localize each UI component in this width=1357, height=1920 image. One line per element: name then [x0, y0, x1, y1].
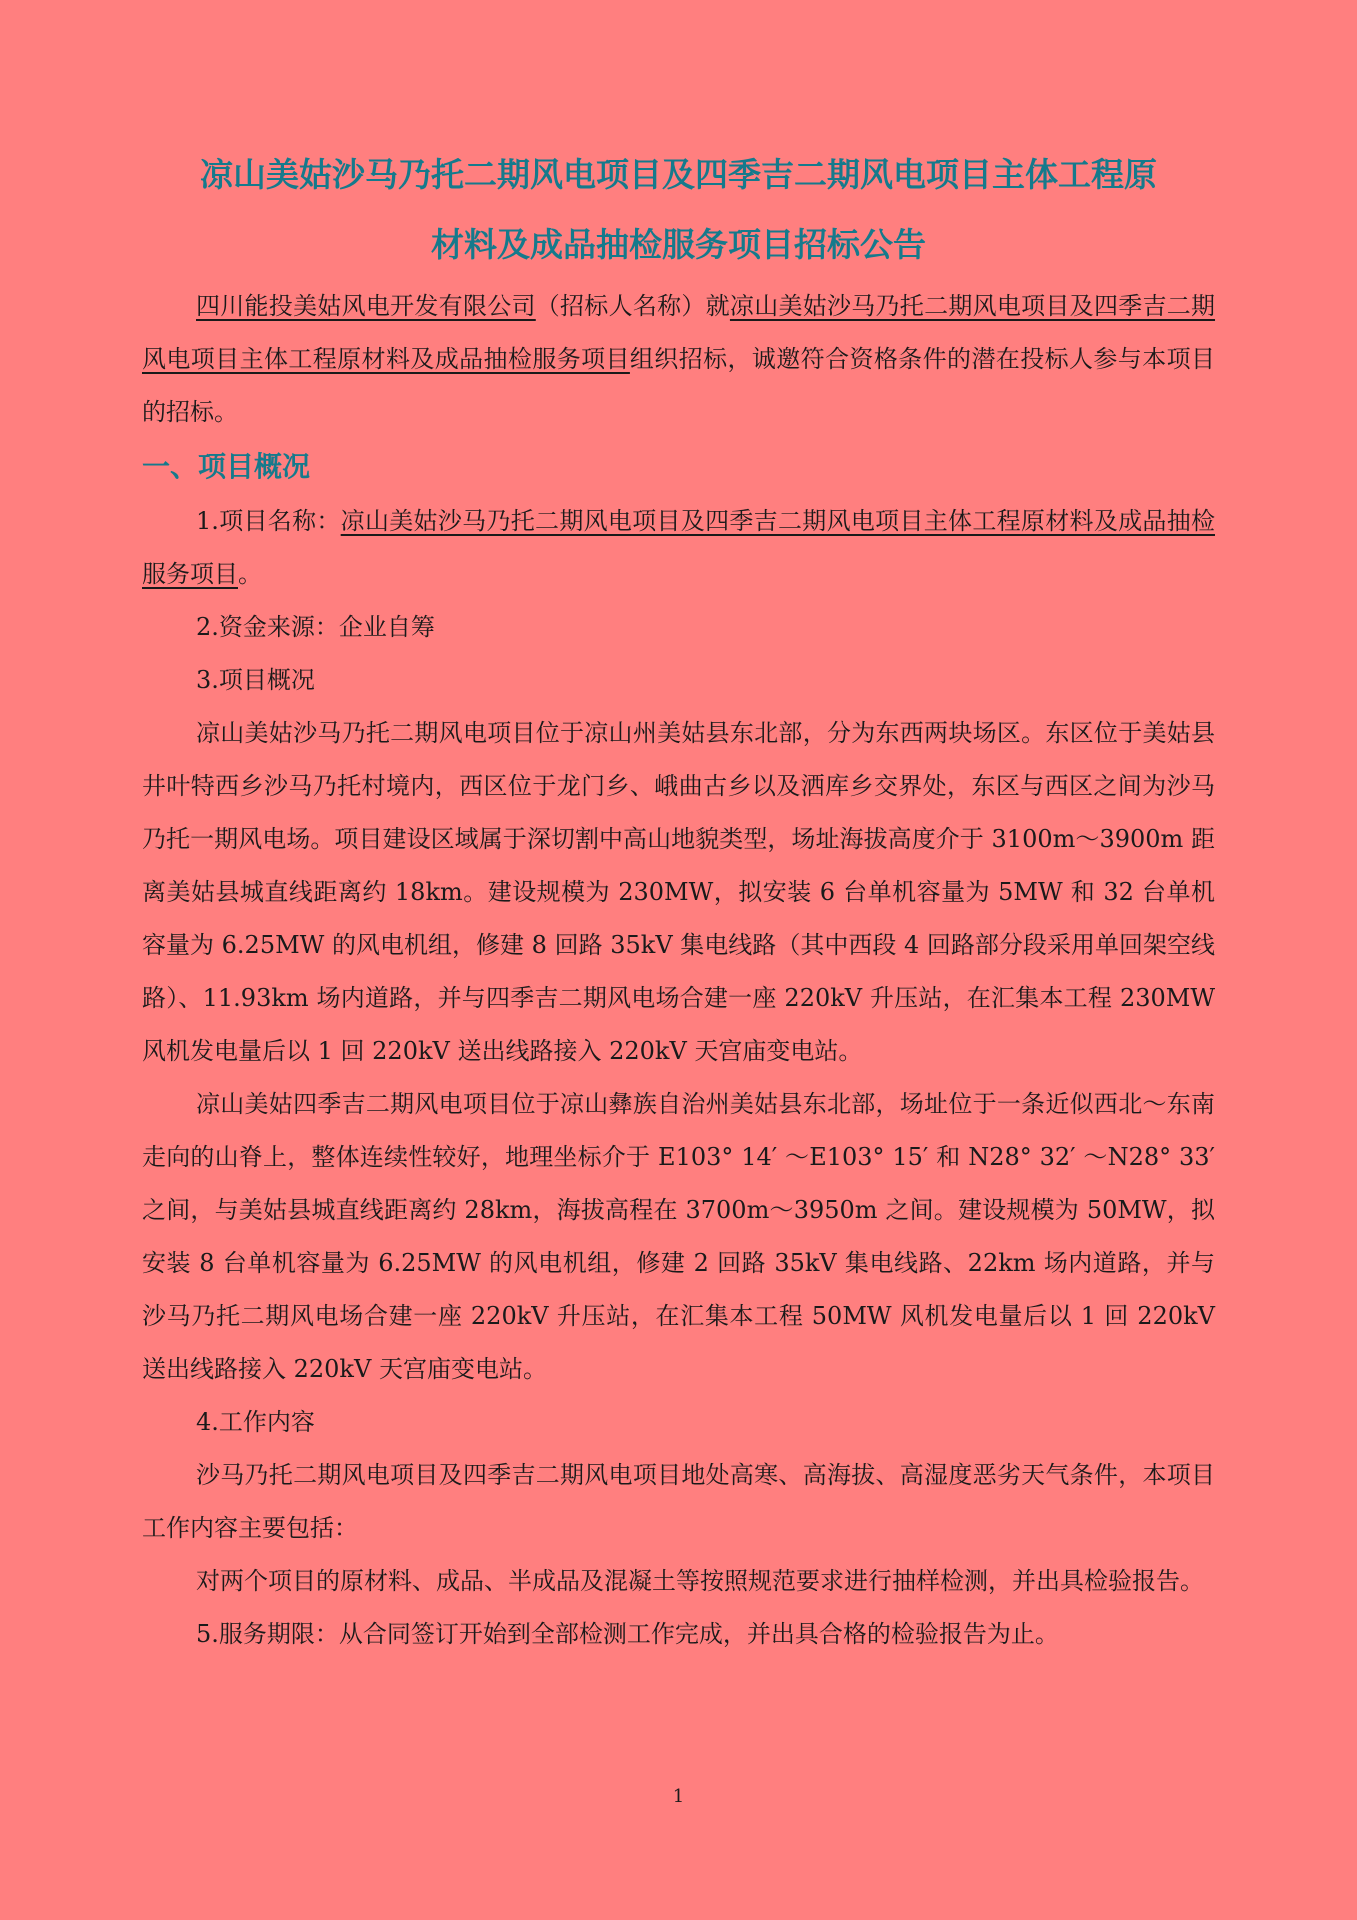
paragraph-work-scope: 对两个项目的原材料、成品、半成品及混凝土等按照规范要求进行抽样检测，并出具检验报告。	[196, 1567, 1204, 1595]
document-body	[142, 140, 1215, 1661]
paragraph-shama-project: 凉山美姑沙马乃托二期风电项目位于凉山州美姑县东北部，分为东西两块场区。东区位于美姑县井叶特西乡沙马乃托村境内，西区位于龙门乡、峨曲古乡以及洒库乡交界处，东区与西区之间为沙马乃托一期风电场。项目建设区域属于深切割中高山地貌类型，场址海拔高度介于 3100m～3900m 距离美姑县城直线距离约 18km。建设规模为 230MW，拟安装 6 台单机容量为 5MW 和 32 台单机容量为 6.25MW 的风电机组，修建 8 回路 35kV 集电线路（其中西段 4 回路部分段采用单回架空线路）、11.93km 场内道路，并与四季吉二期风电场合建一座 220kV 升压站，在汇集本工程 230MW 风机发电量后以 1 回 220kV 送出线路接入 220kV 天宫庙变电站。	[142, 719, 1215, 1065]
item-service-period: 5.服务期限：从合同签订开始到全部检测工作完成，并出具合格的检验报告为止。	[196, 1620, 1059, 1648]
item1-value: 凉山美姑沙马乃托二期风电项目及四季吉二期风电项目主体工程原材料及成品抽检服务项目	[142, 507, 1215, 588]
paragraph-work-conditions: 沙马乃托二期风电项目及四季吉二期风电项目地处高寒、高海拔、高湿度恶劣天气条件，本项目工作内容主要包括：	[142, 1461, 1215, 1542]
tenderer-note: （招标人名称）就	[535, 292, 730, 320]
title-line-1: 凉山美姑沙马乃托二期风电项目及四季吉二期风电项目主体工程原	[200, 155, 1157, 194]
item-funding-source: 2.资金来源：企业自筹	[196, 613, 435, 641]
page-number: 1	[672, 1786, 685, 1807]
intro-rest: 组织招标，诚邀符合资格条件的潜在投标人参与本项目的招标。	[142, 345, 1215, 426]
intro-paragraph	[142, 280, 1215, 439]
item1-end: 。	[238, 560, 262, 588]
project-name: 凉山美姑沙马乃托二期风电项目及四季吉二期风电项目主体工程原材料及成品抽检服务项目	[142, 292, 1216, 373]
item-work-content: 4.工作内容	[196, 1408, 315, 1436]
section-heading-overview: 一、项目概况	[142, 450, 311, 483]
tenderer-name: 四川能投美姑风电开发有限公司	[196, 292, 536, 320]
document-title	[142, 140, 1215, 280]
item-project-overview: 3.项目概况	[196, 666, 315, 694]
item1-label: 1.项目名称：	[196, 507, 341, 535]
title-line-2: 材料及成品抽检服务项目招标公告	[431, 225, 926, 264]
paragraph-siji-project: 凉山美姑四季吉二期风电项目位于凉山彝族自治州美姑县东北部，场址位于一条近似西北～东南走向的山脊上，整体连续性较好，地理坐标介于 E103° 14′ ～E103° 15′ 和 N28° 32′ ～N28° 33′ 之间，与美姑县城直线距离约 28km，海拔高程在 3700m～3950m 之间。建设规模为 50MW，拟安装 8 台单机容量为 6.25MW 的风电机组，修建 2 回路 35kV 集电线路、22km 场内道路，并与沙马乃托二期风电场合建一座 220kV 升压站，在汇集本工程 50MW 风机发电量后以 1 回 220kV 送出线路接入 220kV 天宫庙变电站。	[142, 1090, 1215, 1383]
item-project-name	[142, 495, 1215, 601]
